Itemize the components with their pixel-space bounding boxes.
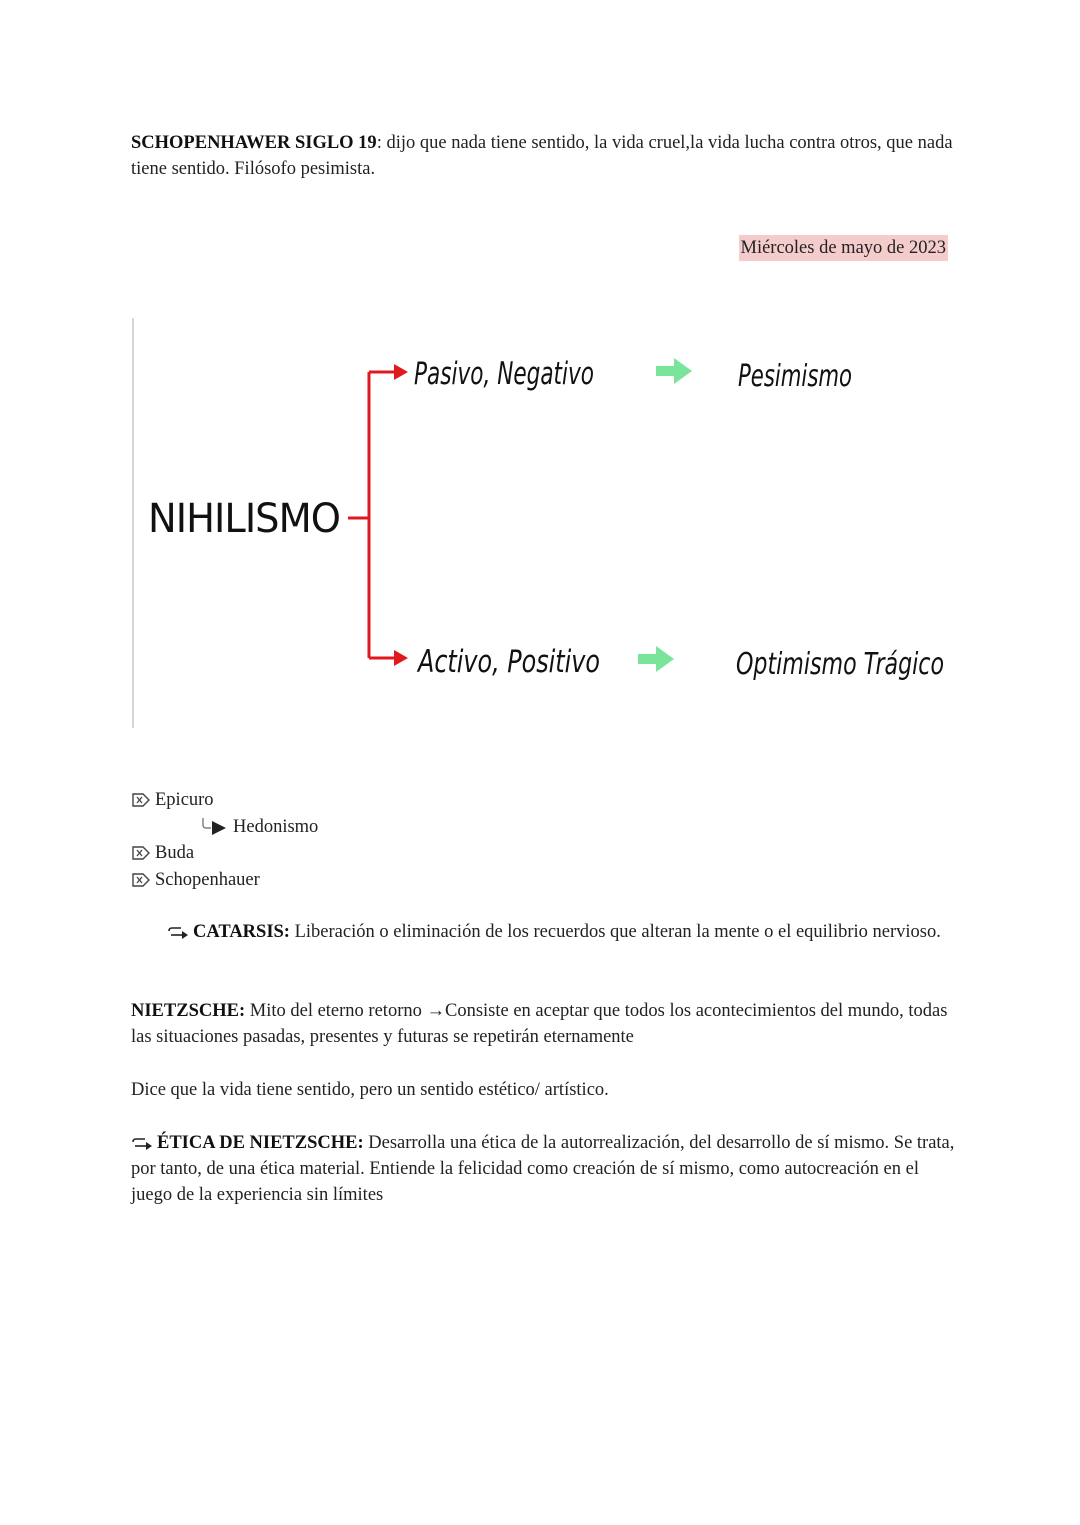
schopenhauer-heading: SCHOPENHAWER SIGLO 19: [131, 133, 377, 153]
schopenhauer-text: : dijo que nada tiene sentido, la vida cruel,la vida lucha contra otros, que nada tiene sentido. Filósofo pesimista.: [131, 133, 953, 179]
top-branch-arrowhead: [394, 364, 408, 380]
catarsis-heading: CATARSIS:: [193, 922, 290, 942]
bottom-result-label: Optimismo Trágico: [736, 647, 944, 682]
list-item: [131, 840, 318, 867]
nihilism-diagram: [126, 310, 956, 735]
etica-paragraph: [131, 1130, 961, 1208]
nietzsche-paragraph: [131, 998, 961, 1050]
top-branch-label: Pasivo, Negativo: [414, 356, 594, 392]
tag-arrow-icon: [131, 845, 151, 861]
curved-arrow-icon: [131, 1137, 153, 1151]
list-item: [131, 787, 318, 814]
top-result-label: Pesimismo: [738, 359, 852, 394]
tag-arrow-icon: [131, 872, 151, 888]
bottom-green-arrow-icon: [638, 646, 674, 672]
list-subitem: [131, 814, 318, 841]
sentido-paragraph: Dice que la vida tiene sentido, pero un sentido estético/ artístico.: [131, 1080, 609, 1100]
curved-arrow-icon: [167, 926, 189, 940]
bottom-branch-arrowhead: [394, 650, 408, 666]
schopenhauer-paragraph: [131, 130, 961, 182]
etica-text: Desarrolla una ética de la autorrealización, del desarrollo de sí mismo. Se trata, por tanto, de una ética material. Entiende la felicidad como creación de sí mismo, como autocreación en el juego de la experiencia sin límites: [131, 1133, 955, 1205]
etica-heading: ÉTICA DE NIETZSCHE:: [157, 1133, 364, 1153]
top-green-arrow-icon: [656, 358, 692, 384]
bottom-branch-label: Activo, Positivo: [416, 644, 600, 680]
catarsis-paragraph: [131, 919, 961, 945]
list-item-label: Epicuro: [155, 790, 214, 811]
list-item-label: Buda: [155, 843, 195, 864]
list-item-label: Schopenhauer: [155, 869, 260, 890]
tag-arrow-icon: [131, 792, 151, 808]
root-label: NIHILISMO: [148, 496, 340, 542]
date-highlight: Miércoles de mayo de 2023: [739, 235, 949, 261]
sub-arrow-icon: [199, 817, 233, 837]
catarsis-text: Liberación o eliminación de los recuerdos que alteran la mente o el equilibrio nervioso.: [289, 922, 941, 942]
philosophers-list: [131, 787, 318, 893]
branch-connector: [348, 372, 394, 658]
list-item: [131, 867, 318, 894]
nietzsche-text: Mito del eterno retorno →Consiste en aceptar que todos los acontecimientos del mundo, todas las situaciones pasadas, presentes y futuras se repetirán eternamente: [131, 1001, 948, 1047]
nietzsche-heading: NIETZSCHE:: [131, 1001, 246, 1021]
list-subitem-label: Hedonismo: [233, 816, 319, 837]
